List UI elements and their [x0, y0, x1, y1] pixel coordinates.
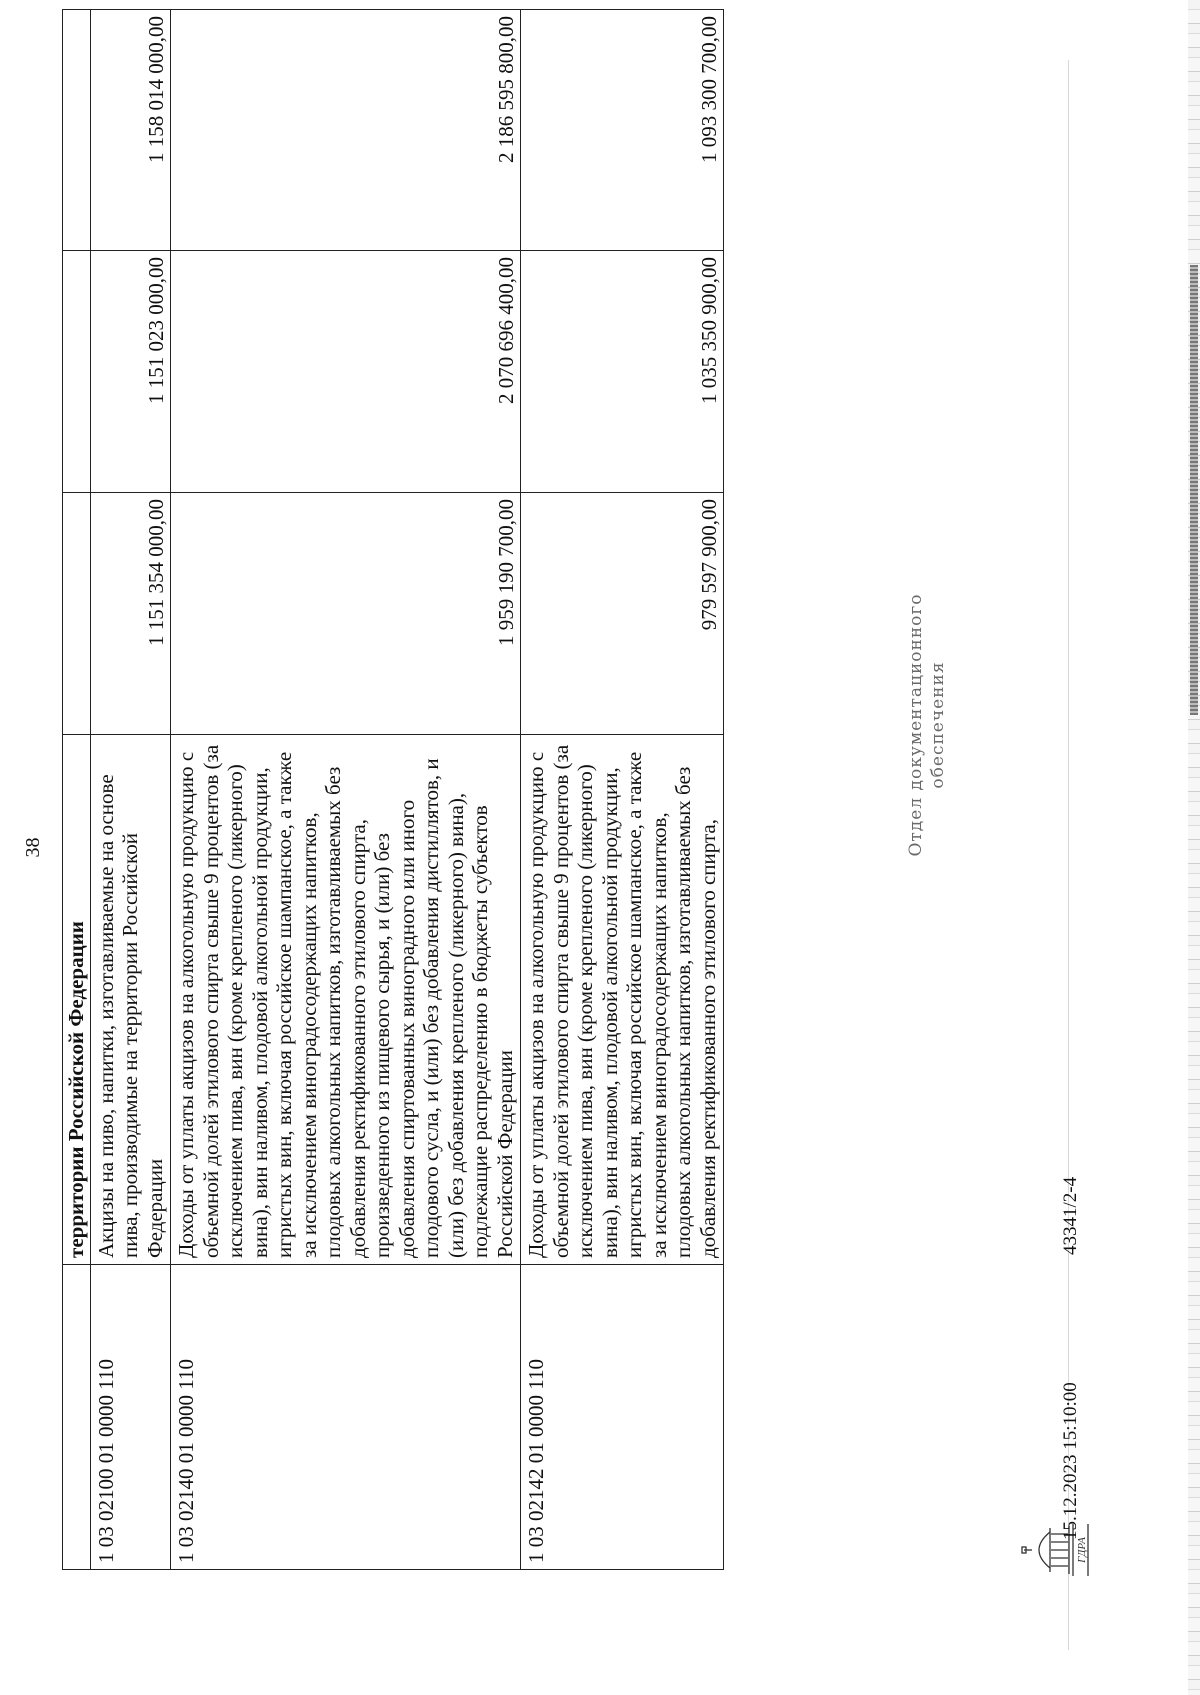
seal-text: ГДРА	[1076, 1537, 1088, 1563]
revenue-table	[62, 9, 724, 1570]
amount-year-3: 1 158 014 000,00	[90, 10, 171, 251]
amount-year-3: 2 186 595 800,00	[171, 10, 521, 251]
revenue-name: Доходы от уплаты акцизов на алкогольную продукцию с объемной долей этилового спирта свыше 9 процентов (за исключением пива, вин (кроме крепленого (ликерного) вина), вин наливом, плодовой алкогольной продукции, игристых вин, включая российское шампанское, а также за исключением виноградосодержащих напитков, плодовых алкогольных напитков, изготавливаемых без добавления ректификованного этилового спирта,	[521, 735, 724, 1265]
revenue-name: Доходы от уплаты акцизов на алкогольную продукцию с объемной долей этилового спирта свыше 9 процентов (за исключением пива, вин (кроме крепленого (ликерного) вина), вин наливом, плодовой алкогольной продукции, игристых вин, включая российское шампанское, а также за исключением виноградосодержащих напитков, плодовых алкогольных напитков, изготавливаемых без добавления ректификованного этилового спирта, произведенного из пищевого сырья, и (или) без добавления спиртованных виноградного или иного плодового сусла, и (или) без добавления дистиллятов, и (или) без добавления крепленого (ликерного) вина), подлежащие распределению в бюджеты субъектов Российской Федерации	[171, 735, 521, 1265]
amount-year-1: 1 959 190 700,00	[171, 493, 521, 735]
amount-year-2: 1 151 023 000,00	[90, 251, 171, 493]
table-row	[521, 10, 724, 1570]
budget-code: 1 03 02100 01 0000 110	[90, 1265, 171, 1570]
amount-year-3: 1 093 300 700,00	[521, 10, 724, 251]
table-cell-empty	[63, 493, 91, 735]
stamp-line-2: обеспечения	[928, 661, 948, 789]
department-stamp	[905, 515, 949, 935]
budget-code: 1 03 02142 01 0000 110	[521, 1265, 724, 1570]
amount-year-2: 1 035 350 900,00	[521, 251, 724, 493]
table-cell-empty	[63, 10, 91, 251]
table-row	[171, 10, 521, 1570]
footer-document-number: 43341/2-4	[1060, 1176, 1081, 1255]
revenue-name: Акцизы на пиво, напитки, изготавливаемые на основе пива, производимые на территории Российской Федерации	[90, 735, 171, 1265]
table-row-continuation	[63, 10, 91, 1570]
amount-year-2: 2 070 696 400,00	[171, 251, 521, 493]
stamp-line-1: Отдел документационного	[906, 593, 926, 857]
table-cell-empty	[63, 251, 91, 493]
table-row	[90, 10, 171, 1570]
table-cell-empty	[63, 1265, 91, 1570]
footer-datetime: 15.12.2023 15:10:00	[1060, 1382, 1081, 1540]
budget-code: 1 03 02140 01 0000 110	[171, 1265, 521, 1570]
amount-year-1: 1 151 354 000,00	[90, 493, 171, 735]
continuation-header: территории Российской Федерации	[63, 735, 91, 1265]
page-number: 38	[22, 837, 44, 858]
amount-year-1: 979 597 900,00	[521, 493, 724, 735]
